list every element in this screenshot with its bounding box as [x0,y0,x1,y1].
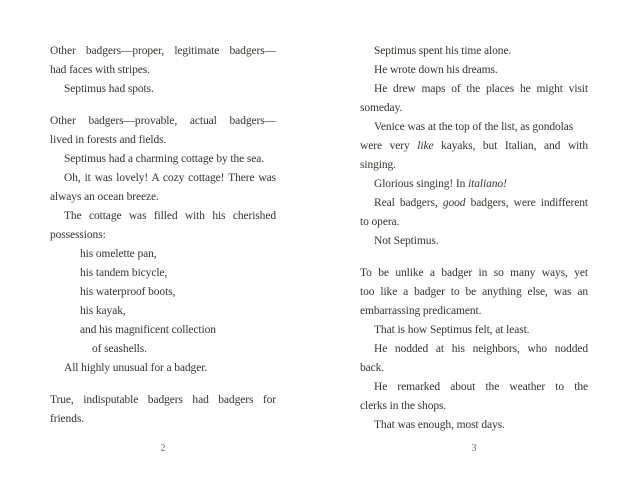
page-right-text [360,42,588,435]
text-line [360,118,588,137]
page-number-left: 2 [160,443,166,454]
text-line [360,175,588,194]
text-line [50,61,276,80]
text-line [360,156,588,175]
text-segment: Real badgers, [374,197,443,209]
text-segment: always an ocean breeze. [50,191,159,203]
text-segment: All highly unusual for a badger. [64,362,208,374]
text-line [360,137,588,156]
text-line [360,416,588,435]
text-line [360,42,588,61]
text-segment: too like a badger to be anything else, was an [360,286,588,298]
text-line [50,150,276,169]
text-segment: his kayak, [80,305,126,317]
text-segment: back. [360,362,385,374]
text-segment: his tandem bicycle, [80,267,168,279]
text-segment: his omelette pan, [80,248,157,260]
text-line [50,80,276,99]
page-number-right: 3 [471,443,477,454]
page-left-text [50,42,276,429]
text-line [50,226,276,245]
text-line [50,42,276,61]
text-segment: Glorious singing! In [374,178,469,190]
text-segment: True, indisputable badgers had badgers for [50,394,276,406]
italic-text: good [442,197,466,209]
text-line [50,391,276,410]
text-segment: That was enough, most days. [374,419,505,431]
text-line [360,264,588,283]
text-line [50,283,276,302]
text-segment: lived in forests and fields. [50,134,167,146]
text-line [50,340,276,359]
page-right [320,0,640,480]
text-segment: singing. [360,159,396,171]
text-segment: Other badgers—provable, actual badgers— [50,115,276,127]
text-segment: of seashells. [92,343,147,355]
text-line [360,378,588,397]
text-line [360,359,588,378]
text-segment: He remarked about the weather to the [374,381,588,393]
text-line [360,194,588,213]
text-line [50,321,276,340]
text-segment: He drew maps of the places he might visit [374,83,588,95]
text-line [50,264,276,283]
text-segment: Septimus had a charming cottage by the sea. [64,153,265,165]
text-line [360,61,588,80]
text-line [360,99,588,118]
text-segment: had faces with stripes. [50,64,150,76]
text-segment: and his magnificent collection [80,324,216,336]
text-segment: Venice was at the top of the list, as gondolas [374,121,574,133]
text-line [50,359,276,378]
text-segment: were very [360,140,418,152]
text-line [360,232,588,251]
text-segment: Not Septimus. [374,235,439,247]
text-line [50,131,276,150]
text-line [50,112,276,131]
italic-text: like [417,140,434,152]
text-line [50,207,276,226]
italic-text: italiano! [468,178,507,190]
text-line [50,302,276,321]
text-segment: someday. [360,102,403,114]
text-segment: friends. [50,413,85,425]
text-line [360,397,588,416]
text-segment: badgers, were indifferent [465,197,588,209]
text-segment: To be unlike a badger in so many ways, yet [360,267,588,279]
text-segment: Other badgers—proper, legitimate badgers— [50,45,276,57]
text-segment: He wrote down his dreams. [374,64,498,76]
text-line [360,340,588,359]
text-line [360,302,588,321]
text-segment: He nodded at his neighbors, who nodded [374,343,588,355]
text-segment: Oh, it was lovely! A cozy cottage! There was [64,172,276,184]
text-segment: Septimus had spots. [64,83,154,95]
text-segment: The cottage was filled with his cherished [64,210,276,222]
text-line [360,80,588,99]
text-line [360,321,588,340]
text-segment: his waterproof boots, [80,286,176,298]
text-segment: to opera. [360,216,400,228]
text-segment: embarrassing predicament. [360,305,482,317]
text-line [360,213,588,232]
text-line [50,245,276,264]
text-segment: possessions: [50,229,106,241]
text-line [50,169,276,188]
text-line [360,283,588,302]
text-segment: kayaks, but Italian, and with [433,140,588,152]
text-segment: clerks in the shops. [360,400,447,412]
text-segment: That is how Septimus felt, at least. [374,324,530,336]
text-segment: Septimus spent his time alone. [374,45,512,57]
text-line [50,188,276,207]
text-line [50,410,276,429]
